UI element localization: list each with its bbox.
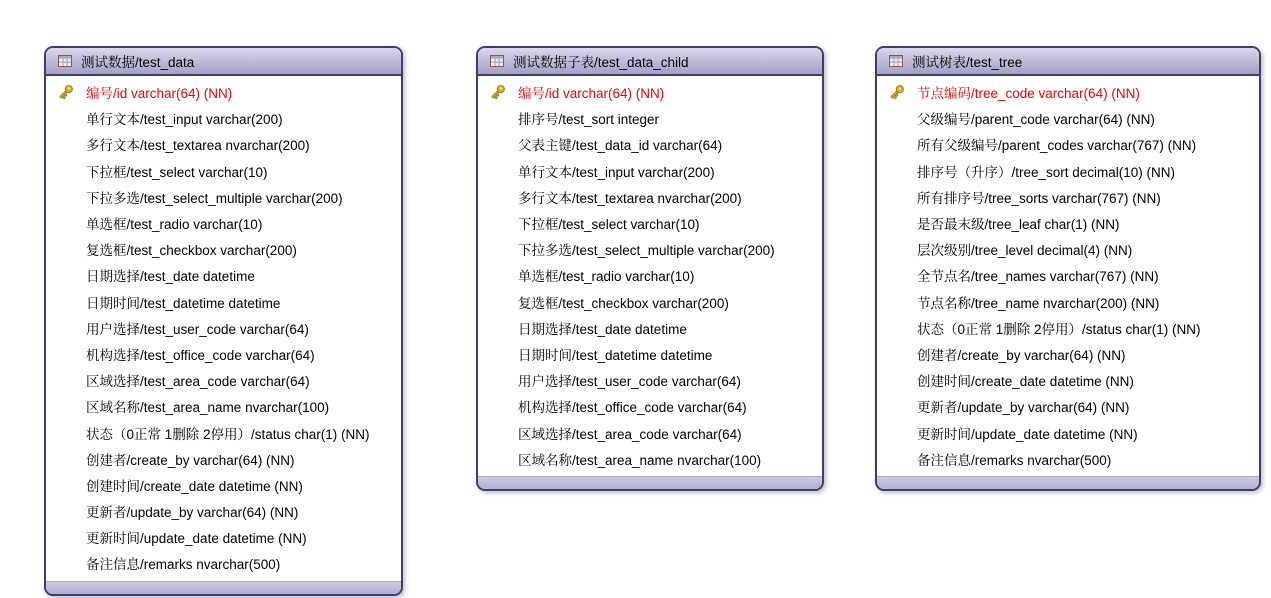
column-row[interactable] (46, 236, 401, 262)
column-row[interactable] (478, 105, 822, 131)
column-label: 用户选择/test_user_code varchar(64) (518, 374, 741, 390)
column-label: 编号/id varchar(64) (NN) (86, 86, 233, 102)
column-label: 多行文本/test_textarea nvarchar(200) (86, 138, 310, 154)
column-row[interactable] (877, 158, 1259, 184)
column-row[interactable] (478, 446, 822, 472)
column-label: 创建时间/create_date datetime (NN) (917, 374, 1134, 390)
gold-key-icon (489, 83, 518, 101)
column-row[interactable] (478, 158, 822, 184)
column-row[interactable] (46, 472, 401, 498)
column-label: 排序号（升序）/tree_sort decimal(10) (NN) (917, 164, 1176, 180)
column-label: 所有父级编号/parent_codes varchar(767) (NN) (917, 138, 1197, 154)
column-row[interactable] (46, 446, 401, 472)
column-row[interactable] (46, 367, 401, 393)
column-label: 机构选择/test_office_code varchar(64) (518, 400, 747, 416)
column-label: 所有排序号/tree_sorts varchar(767) (NN) (917, 190, 1161, 206)
column-label: 下拉多选/test_select_multiple varchar(200) (518, 243, 775, 259)
column-label: 区域名称/test_area_name nvarchar(100) (518, 452, 762, 468)
column-row[interactable] (46, 210, 401, 236)
column-label: 节点名称/tree_name nvarchar(200) (NN) (917, 295, 1160, 311)
column-row[interactable] (877, 262, 1259, 288)
column-label: 日期时间/test_datetime datetime (518, 347, 713, 363)
column-row[interactable] (46, 550, 401, 576)
table-card-test_data_child[interactable] (476, 46, 824, 491)
column-row[interactable] (46, 315, 401, 341)
column-label: 创建时间/create_date datetime (NN) (86, 478, 303, 494)
table-body (478, 76, 822, 476)
column-row[interactable] (46, 341, 401, 367)
column-label: 更新时间/update_date datetime (NN) (86, 531, 307, 547)
column-label: 备注信息/remarks nvarchar(500) (917, 452, 1112, 468)
column-label: 单行文本/test_input varchar(200) (518, 164, 715, 180)
table-footer (877, 476, 1259, 489)
column-label: 状态（0正常 1删除 2停用）/status char(1) (NN) (86, 426, 370, 442)
column-label: 父表主键/test_data_id varchar(64) (518, 138, 723, 154)
column-label: 更新时间/update_date datetime (NN) (917, 426, 1138, 442)
column-row[interactable] (46, 498, 401, 524)
column-label: 日期时间/test_datetime datetime (86, 295, 281, 311)
table-header[interactable] (478, 48, 822, 76)
column-label: 编号/id varchar(64) (NN) (518, 86, 665, 102)
table-grid-icon (58, 55, 72, 67)
column-label: 状态（0正常 1删除 2停用）/status char(1) (NN) (917, 321, 1201, 337)
column-label: 机构选择/test_office_code varchar(64) (86, 347, 315, 363)
column-row[interactable] (478, 236, 822, 262)
table-card-test_tree[interactable] (875, 46, 1261, 491)
column-row[interactable] (478, 262, 822, 288)
column-label: 区域选择/test_area_code varchar(64) (86, 374, 310, 390)
table-grid-icon (889, 55, 903, 67)
column-row[interactable] (46, 419, 401, 445)
column-row[interactable] (877, 367, 1259, 393)
column-row[interactable] (46, 105, 401, 131)
column-label: 节点编码/tree_code varchar(64) (NN) (917, 86, 1140, 102)
column-row[interactable] (478, 184, 822, 210)
column-row[interactable] (478, 131, 822, 157)
column-label: 单行文本/test_input varchar(200) (86, 112, 283, 128)
table-title: 测试数据子表/test_data_child (513, 55, 689, 70)
column-row[interactable] (877, 210, 1259, 236)
table-title: 测试数据/test_data (81, 55, 195, 70)
column-label: 单选框/test_radio varchar(10) (86, 217, 263, 233)
column-label: 复选框/test_checkbox varchar(200) (518, 295, 729, 311)
gold-key-icon (57, 83, 86, 101)
column-row[interactable] (877, 315, 1259, 341)
column-row[interactable] (46, 524, 401, 550)
column-row[interactable] (478, 79, 822, 105)
column-row[interactable] (877, 236, 1259, 262)
column-label: 创建者/create_by varchar(64) (NN) (86, 452, 295, 468)
table-header[interactable] (46, 48, 401, 76)
column-row[interactable] (877, 105, 1259, 131)
column-label: 日期选择/test_date datetime (86, 269, 255, 285)
column-label: 日期选择/test_date datetime (518, 321, 687, 337)
column-label: 用户选择/test_user_code varchar(64) (86, 321, 309, 337)
column-row[interactable] (877, 184, 1259, 210)
column-row[interactable] (877, 131, 1259, 157)
column-row[interactable] (478, 419, 822, 445)
column-row[interactable] (877, 446, 1259, 472)
table-body (46, 76, 401, 581)
column-row[interactable] (478, 289, 822, 315)
column-label: 排序号/test_sort integer (518, 112, 660, 128)
table-footer (46, 581, 401, 594)
column-row[interactable] (877, 419, 1259, 445)
table-body (877, 76, 1259, 476)
column-label: 是否最末级/tree_leaf char(1) (NN) (917, 217, 1120, 233)
table-footer (478, 476, 822, 489)
column-label: 层次级别/tree_level decimal(4) (NN) (917, 243, 1133, 259)
column-label: 多行文本/test_textarea nvarchar(200) (518, 190, 742, 206)
column-row[interactable] (877, 79, 1259, 105)
table-grid-icon (490, 55, 504, 67)
column-row[interactable] (46, 131, 401, 157)
column-row[interactable] (478, 393, 822, 419)
column-label: 父级编号/parent_code varchar(64) (NN) (917, 112, 1155, 128)
table-header[interactable] (877, 48, 1259, 76)
column-label: 区域选择/test_area_code varchar(64) (518, 426, 742, 442)
column-row[interactable] (478, 315, 822, 341)
column-label: 单选框/test_radio varchar(10) (518, 269, 695, 285)
column-row[interactable] (877, 341, 1259, 367)
column-label: 更新者/update_by varchar(64) (NN) (917, 400, 1130, 416)
column-row[interactable] (877, 393, 1259, 419)
column-row[interactable] (46, 393, 401, 419)
table-card-test_data[interactable] (44, 46, 403, 596)
column-row[interactable] (478, 367, 822, 393)
column-row[interactable] (46, 158, 401, 184)
column-row[interactable] (46, 184, 401, 210)
gold-key-icon (888, 83, 917, 101)
table-title: 测试树表/test_tree (912, 55, 1023, 70)
column-row[interactable] (46, 289, 401, 315)
column-label: 下拉框/test_select varchar(10) (86, 164, 268, 180)
column-row[interactable] (46, 79, 401, 105)
column-label: 区域名称/test_area_name nvarchar(100) (86, 400, 330, 416)
column-label: 下拉多选/test_select_multiple varchar(200) (86, 190, 343, 206)
column-label: 下拉框/test_select varchar(10) (518, 217, 700, 233)
column-label: 全节点名/tree_names varchar(767) (NN) (917, 269, 1159, 285)
column-label: 创建者/create_by varchar(64) (NN) (917, 347, 1126, 363)
column-label: 更新者/update_by varchar(64) (NN) (86, 505, 299, 521)
column-row[interactable] (46, 262, 401, 288)
column-row[interactable] (478, 341, 822, 367)
column-row[interactable] (478, 210, 822, 236)
column-label: 备注信息/remarks nvarchar(500) (86, 557, 281, 573)
column-label: 复选框/test_checkbox varchar(200) (86, 243, 297, 259)
column-row[interactable] (877, 289, 1259, 315)
